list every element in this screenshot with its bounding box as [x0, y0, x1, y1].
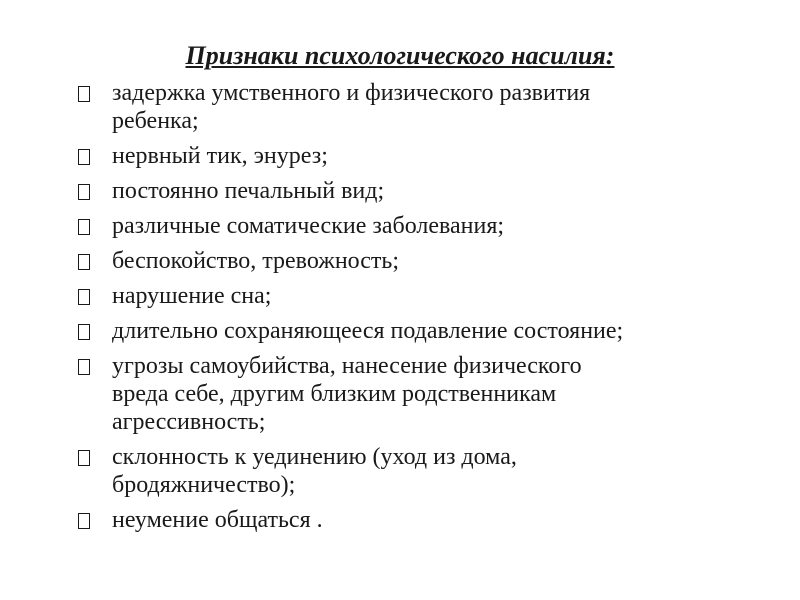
list-item	[78, 142, 778, 170]
list-item	[78, 212, 778, 240]
list-item	[78, 247, 778, 275]
bullet-marker-icon	[78, 513, 90, 529]
list-item	[78, 506, 778, 534]
item-text-line: неумение общаться .	[112, 507, 323, 533]
item-text-line: нервный тик, энурез;	[112, 143, 328, 169]
signs-list	[78, 79, 778, 541]
item-text-line: различные соматические заболевания;	[112, 213, 505, 239]
bullet-marker-icon	[78, 254, 90, 270]
item-text-line: постоянно печальный вид;	[112, 178, 385, 204]
bullet-marker-icon	[78, 289, 90, 305]
list-item	[78, 79, 778, 135]
item-text-line: вреда себе, другим близким родственникам	[112, 381, 557, 407]
item-text-line: бродяжничество);	[112, 472, 296, 498]
item-text-line: агрессивность;	[112, 409, 266, 435]
item-text-line: угрозы самоубийства, нанесение физического	[112, 353, 582, 379]
list-item	[78, 317, 778, 345]
bullet-marker-icon	[78, 149, 90, 165]
list-item	[78, 177, 778, 205]
list-item	[78, 443, 778, 499]
item-text-line: длительно сохраняющееся подавление состояние;	[112, 318, 624, 344]
list-item	[78, 282, 778, 310]
bullet-marker-icon	[78, 184, 90, 200]
bullet-marker-icon	[78, 219, 90, 235]
item-text-line: склонность к уединению (уход из дома,	[112, 444, 517, 470]
bullet-marker-icon	[78, 86, 90, 102]
item-text-line: ребенка;	[112, 108, 199, 134]
slide-title: Признаки психологического насилия:	[185, 41, 615, 70]
item-text-line: беспокойство, тревожность;	[112, 248, 400, 274]
item-text-line: задержка умственного и физического развития	[112, 80, 591, 106]
bullet-marker-icon	[78, 359, 90, 375]
bullet-marker-icon	[78, 450, 90, 466]
bullet-marker-icon	[78, 324, 90, 340]
list-item	[78, 352, 778, 436]
item-text-line: нарушение сна;	[112, 283, 272, 309]
